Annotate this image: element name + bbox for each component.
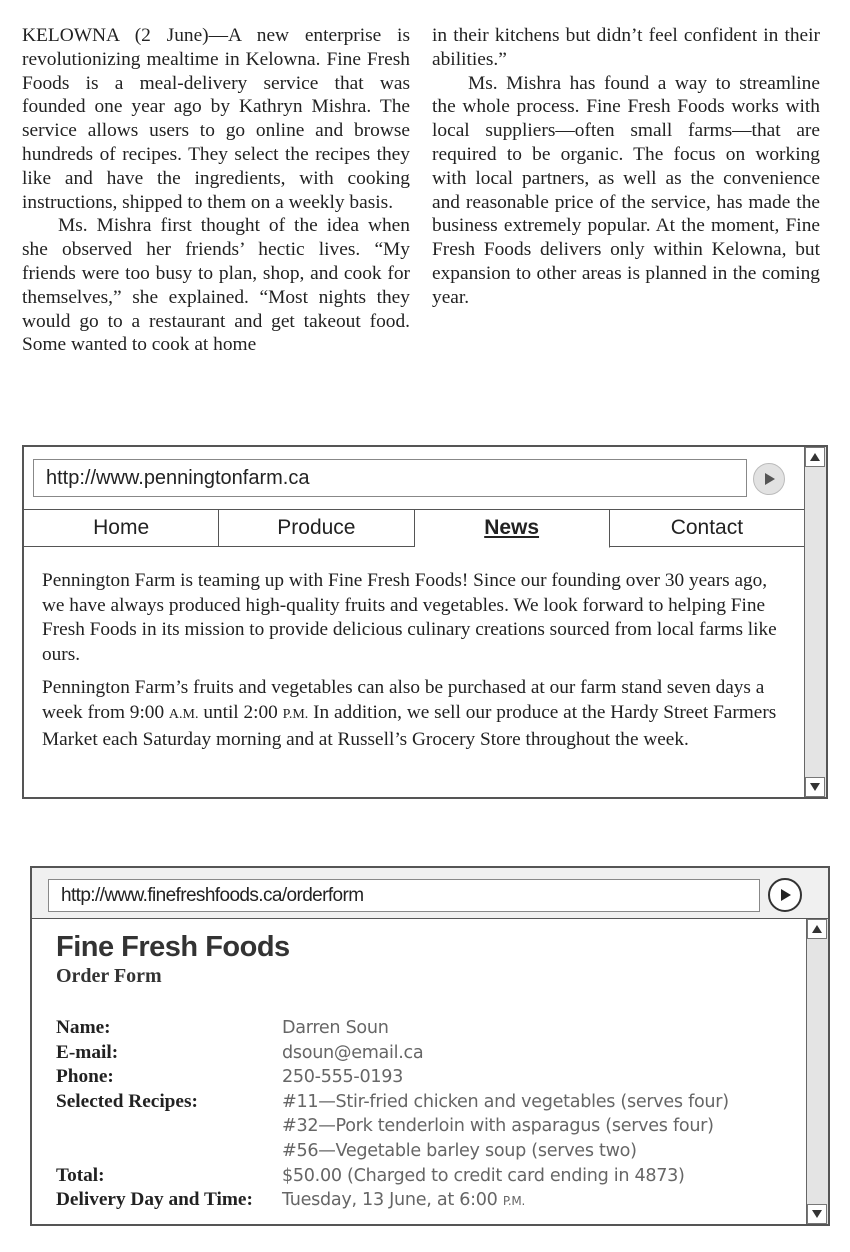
- scroll-down-arrow[interactable]: [807, 1204, 827, 1224]
- go-button[interactable]: [753, 463, 785, 495]
- news-article: [22, 24, 820, 357]
- news-text: In addition, we sell our produce at the Hardy Street Farmers Market each Saturday morning and at Russell’s Grocery Store throughout the week.: [42, 701, 777, 750]
- delivery-text: Tuesday, 13 June, at 6:00: [282, 1190, 498, 1211]
- article-paragraph: Ms. Mishra first thought of the idea when she observed her friends’ hectic lives. “My friends were too busy to plan, shop, and cook for themselves,” she explained. “Most nights they would go to a restaurant and get takeout food. Some wanted to cook at home: [22, 215, 410, 356]
- form-row-name: [56, 1016, 796, 1041]
- address-bar[interactable]: http://www.penningtonfarm.ca: [33, 459, 747, 497]
- name-value: Darren Soun: [282, 1018, 389, 1038]
- form-row-email: [56, 1041, 796, 1066]
- total-value: $50.00 (Charged to credit card ending in 4873): [282, 1165, 685, 1186]
- field-label: Total:: [56, 1164, 105, 1186]
- farm-browser-window: [22, 445, 828, 799]
- arrow-up-icon: [810, 453, 820, 461]
- play-icon: [762, 472, 776, 486]
- tab-news[interactable]: News: [415, 510, 610, 548]
- article-column-2: [432, 24, 820, 357]
- arrow-down-icon: [812, 1210, 822, 1218]
- recipe-item: #11—Stir-fried chicken and vegetables (serves four): [282, 1091, 729, 1112]
- form-row-total: [56, 1164, 796, 1189]
- scroll-up-arrow[interactable]: [805, 447, 825, 467]
- pm-label: P.M.: [502, 1194, 525, 1209]
- recipe-item: #32—Pork tenderloin with asparagus (serves four): [282, 1116, 714, 1137]
- news-text: Pennington Farm’s fruits and vegetables can also be purchased at our farm stand seven days a week from 9:00: [42, 677, 765, 723]
- recipe-list: [282, 1090, 729, 1164]
- go-button[interactable]: [768, 878, 802, 912]
- address-bar[interactable]: http://www.finefreshfoods.ca/orderform: [48, 879, 760, 912]
- tab-contact[interactable]: Contact: [670, 516, 744, 539]
- brand-logo-text: Fine Fresh Foods: [56, 931, 290, 963]
- phone-value: 250-555-0193: [282, 1067, 404, 1088]
- email-value: dsoun@email.ca: [282, 1042, 424, 1063]
- am-label: A.M.: [168, 706, 199, 722]
- form-row-delivery: [56, 1188, 796, 1214]
- form-row-phone: [56, 1065, 796, 1090]
- delivery-value: [282, 1188, 525, 1214]
- field-label: Selected Recipes:: [56, 1090, 198, 1112]
- news-paragraph: Pennington Farm is teaming up with Fine Fresh Foods! Since our founding over 30 years ago, we have always produced high-quality fruits and vegetables. We look forward to helping Fine Fresh Foods in its mission to provide delicious culinary creations sourced from local farms like ours.: [42, 570, 777, 665]
- field-label: E-mail:: [56, 1041, 119, 1063]
- form-title: Order Form: [56, 965, 162, 987]
- order-form: [56, 1016, 796, 1214]
- form-row-recipes: [56, 1090, 796, 1164]
- arrow-up-icon: [812, 925, 822, 933]
- arrow-down-icon: [810, 783, 820, 791]
- play-icon: [778, 888, 792, 902]
- article-paragraph: Ms. Mishra has found a way to streamline the whole process. Fine Fresh Foods works with local suppliers—often small farms—that are required to be organic. The focus on working with local partners, as well as the convenience and reasonable price of the service, has made the business extremely popular. At the moment, Fine Fresh Foods delivers only within Kelowna, but expansion to other areas is planned in the coming year.: [432, 72, 820, 308]
- scroll-down-arrow[interactable]: [805, 777, 825, 797]
- recipe-item: #56—Vegetable barley soup (serves two): [282, 1140, 637, 1161]
- scrollbar[interactable]: [804, 447, 826, 797]
- farm-news-content: [42, 569, 790, 761]
- article-paragraph: in their kitchens but didn’t feel confident in their abilities.”: [432, 25, 820, 70]
- field-label: Phone:: [56, 1066, 114, 1088]
- order-browser-window: [30, 866, 830, 1226]
- article-column-1: [22, 24, 410, 357]
- scroll-up-arrow[interactable]: [807, 919, 827, 939]
- field-label: Delivery Day and Time:: [56, 1189, 253, 1211]
- pm-label: P.M.: [282, 706, 309, 722]
- tab-produce[interactable]: Produce: [219, 510, 414, 546]
- news-text: until 2:00: [203, 701, 278, 723]
- tab-home[interactable]: Home: [24, 510, 219, 546]
- article-paragraph: KELOWNA (2 June)—A new enterprise is revolutionizing mealtime in Kelowna. Fine Fresh Foods is a meal-delivery service that was founded one year ago by Kathryn Mishra. The service allows users to go online and browse hundreds of recipes. They select the recipes they like and have the ingredients, with cooking instructions, shipped to them on a weekly basis.: [22, 25, 410, 213]
- news-paragraph: [42, 676, 790, 752]
- field-label: Name:: [56, 1017, 111, 1038]
- scrollbar[interactable]: [806, 919, 828, 1224]
- site-nav: [24, 509, 804, 547]
